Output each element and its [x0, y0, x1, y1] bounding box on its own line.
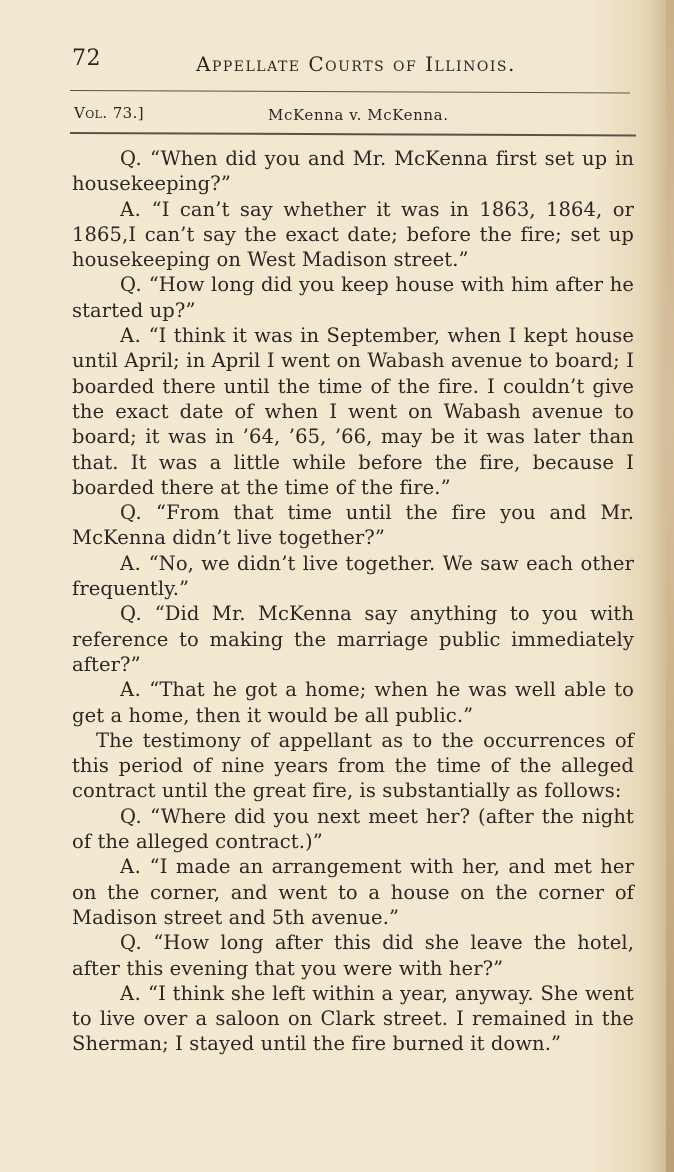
- paragraph-text: “From that time until the fire you and Mr. McKenna didn’t live together?”: [72, 501, 634, 550]
- speaker-label: Q.: [120, 273, 143, 297]
- speaker-label: Q.: [120, 501, 143, 525]
- paragraph: [72, 930, 634, 981]
- paragraph: [72, 551, 634, 602]
- paragraph-text: “No, we didn’t live together. We saw each other frequently.”: [72, 551, 634, 601]
- page-number: 72: [72, 46, 101, 71]
- paragraph-text: “That he got a home; when he was well able to get a home, then it would be all public.”: [72, 678, 634, 727]
- paragraph: [72, 677, 634, 728]
- paragraph-text: “I think she left within a year, anyway. She went to live over a saloon on Clark street. I remained in the Sherman; I stayed until the fire burned it down.”: [72, 981, 634, 1056]
- paragraph-text: “Where did you next meet her? (after the night of the alleged contract.)”: [72, 804, 634, 854]
- speaker-label: A.: [120, 678, 142, 702]
- paragraph: [72, 500, 634, 551]
- paragraph-text: “How long did you keep house with him after he started up?”: [72, 273, 634, 322]
- speaker-label: A.: [120, 981, 142, 1005]
- paragraph-text: “How long after this did she leave the hotel, after this evening that you were with her?”: [72, 931, 634, 980]
- speaker-label: Q.: [120, 931, 143, 955]
- paragraph: [72, 854, 634, 930]
- volume-reference: [74, 104, 144, 122]
- paragraph-text: The testimony of appellant as to the occurrences of this period of nine years from the time of the alleged contract until the great fire, is substantially as follows:: [72, 728, 634, 803]
- paragraph: [72, 197, 634, 273]
- running-title: Appellate Courts of Illinois.: [196, 52, 516, 76]
- speaker-label: Q.: [120, 147, 143, 170]
- paragraph-text: “I think it was in September, when I kept house until April; in April I went on Wabash avenue to board; I boarded there until the time of the fire. I couldn’t give the exact date of when I went on Wabash avenue to board; it was in ’64, ’65, ’66, may be it was later than that. It was a little while before the fire, because I boarded there at the time of the fire.”: [72, 324, 634, 499]
- paragraph: [72, 323, 634, 500]
- volume-label: Vol. 73.]: [74, 104, 144, 122]
- paragraph: [72, 981, 634, 1057]
- speaker-label: A.: [120, 324, 142, 348]
- speaker-label: A.: [120, 551, 142, 575]
- case-title: McKenna v. McKenna.: [268, 106, 449, 124]
- paragraph: [72, 601, 634, 677]
- paragraph: [72, 146, 634, 197]
- speaker-label: Q.: [120, 804, 143, 828]
- header-rule-bottom: [70, 132, 636, 136]
- paragraph: [72, 804, 634, 855]
- speaker-label: A.: [120, 855, 142, 879]
- paragraph-text: “Did Mr. McKenna say anything to you with reference to making the marriage public immediately after?”: [72, 602, 634, 676]
- speaker-label: Q.: [120, 602, 143, 626]
- page-edge-shadow: [666, 0, 674, 1172]
- paragraph-text: “I can’t say whether it was in 1863, 1864, or 1865,I can’t say the exact date; before the fire; set up housekeeping on West Madison street.”: [72, 197, 634, 272]
- paragraph: [72, 272, 634, 323]
- paragraph-text: “When did you and Mr. McKenna first set up in housekeeping?”: [72, 147, 634, 196]
- paragraph-text: “I made an arrangement with her, and met her on the corner, and went to a house on the corner of Madison street and 5th avenue.”: [72, 855, 634, 929]
- testimony-text: [72, 146, 634, 1057]
- speaker-label: A.: [120, 197, 142, 221]
- narrative-paragraph: [72, 728, 634, 804]
- header-rule-top: [70, 90, 630, 93]
